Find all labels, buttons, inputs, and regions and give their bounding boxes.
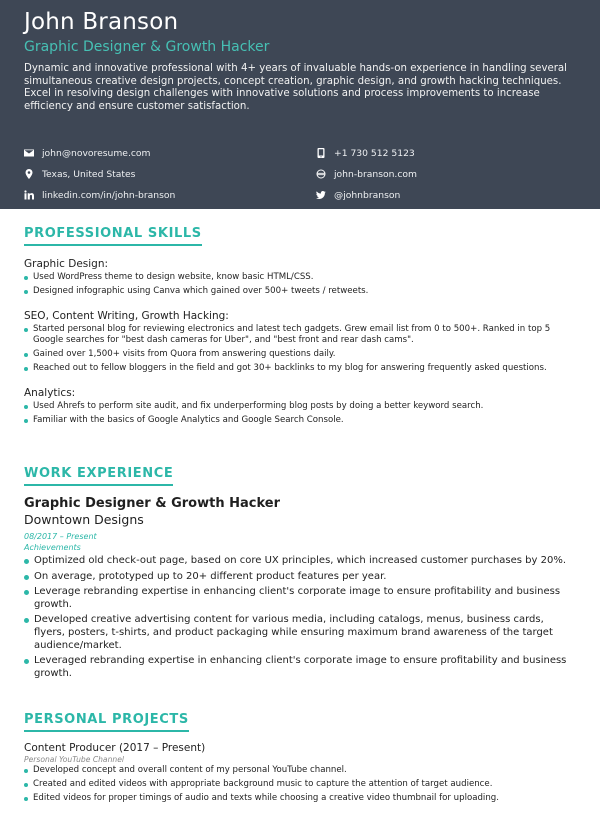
list-item: Created and edited videos with appropriate background music to capture the attention of target audience. (24, 779, 576, 790)
skill-group (24, 310, 576, 374)
list-item: Leveraged rebranding expertise in enhancing client's corporate image to ensure profitability and business growth. (24, 655, 576, 680)
list-item: Developed creative advertising content for various media, including catalogs, menus, business cards, flyers, posters, t-shirts, and product packaging while ensuring maximum brand awareness of the target audience/market. (24, 614, 576, 652)
list-item: Gained over 1,500+ visits from Quora from answering questions daily. (24, 349, 576, 360)
contact-twitter-text: @johnbranson (334, 189, 401, 201)
skill-group-heading: SEO, Content Writing, Growth Hacking: (24, 310, 229, 322)
globe-icon (316, 169, 326, 179)
profile-summary: Dynamic and innovative professional with 4+ years of invaluable hands-on experience in handling several simultaneous creative design projects, concept creation, graphic design, and growth hacking techniques. Excel in resolving design challenges with innovative solutions and process improvements to increase efficiency and ensure customer satisfaction. (24, 63, 568, 112)
projects-section-title: PERSONAL PROJECTS (24, 712, 189, 732)
contact-twitter[interactable] (316, 188, 400, 202)
contact-info (24, 146, 576, 209)
list-item: Started personal blog for reviewing electronics and latest tech gadgets. Grew email list from 0 to 500+. Ranked in top 5 Google searches for "best dash cameras for Uber", and "best front and rear dash cams". (24, 324, 576, 346)
list-item: Used Ahrefs to perform site audit, and fix underperforming blog posts by doing a better keyword search. (24, 401, 576, 412)
skills-section-title: PROFESSIONAL SKILLS (24, 226, 202, 246)
job-title: Graphic Designer & Growth Hacker (24, 496, 280, 511)
list-item: Optimized old check-out page, based on core UX principles, which increased customer purchases by 20%. (24, 555, 576, 568)
contact-location-text: Texas, United States (42, 168, 136, 180)
contact-phone-text: +1 730 512 5123 (334, 147, 415, 159)
work-section-title: WORK EXPERIENCE (24, 466, 173, 486)
list-item: Designed infographic using Canva which gained over 500+ tweets / retweets. (24, 286, 576, 297)
resume-header (0, 0, 600, 209)
contact-website-text: john-branson.com (334, 168, 417, 180)
company-name: Downtown Designs (24, 512, 144, 527)
skill-group (24, 387, 576, 426)
person-name: John Branson (24, 9, 179, 35)
contact-linkedin[interactable] (24, 188, 175, 202)
person-role: Graphic Designer & Growth Hacker (24, 39, 270, 55)
skill-group-heading: Graphic Design: (24, 258, 109, 270)
contact-website[interactable] (316, 167, 417, 181)
list-item: On average, prototyped up to 20+ different product features per year. (24, 571, 576, 584)
contact-email-text: john@novoresume.com (42, 147, 151, 159)
list-item: Reached out to fellow bloggers in the field and got 30+ backlinks to my blog for answering frequently asked questions. (24, 363, 576, 374)
list-item: Used WordPress theme to design website, know basic HTML/CSS. (24, 272, 576, 283)
email-icon (24, 148, 34, 158)
skill-group (24, 258, 576, 297)
linkedin-icon (24, 190, 34, 200)
list-item: Edited videos for proper timings of audio and texts while choosing a creative video thumbnail for uploading. (24, 793, 576, 804)
location-pin-icon (24, 169, 34, 179)
list-item: Familiar with the basics of Google Analytics and Google Search Console. (24, 415, 576, 426)
twitter-icon (316, 190, 326, 200)
project-subtitle: Personal YouTube Channel (24, 755, 124, 764)
job-dates: 08/2017 – Present (24, 532, 97, 541)
contact-phone[interactable] (316, 146, 415, 160)
phone-icon (316, 148, 326, 158)
contact-linkedin-text: linkedin.com/in/john-branson (42, 189, 176, 201)
project-title: Content Producer (2017 – Present) (24, 742, 206, 754)
list-item: Leverage rebranding expertise in enhancing client's corporate image to ensure profitability and business growth. (24, 586, 576, 611)
skills-section (24, 222, 576, 426)
achievements-label: Achievements (24, 543, 81, 552)
skill-group-heading: Analytics: (24, 387, 76, 399)
list-item: Developed concept and overall content of my personal YouTube channel. (24, 765, 576, 776)
contact-location (24, 167, 135, 181)
projects-section (24, 708, 576, 804)
work-section (24, 462, 576, 680)
contact-email[interactable] (24, 146, 151, 160)
